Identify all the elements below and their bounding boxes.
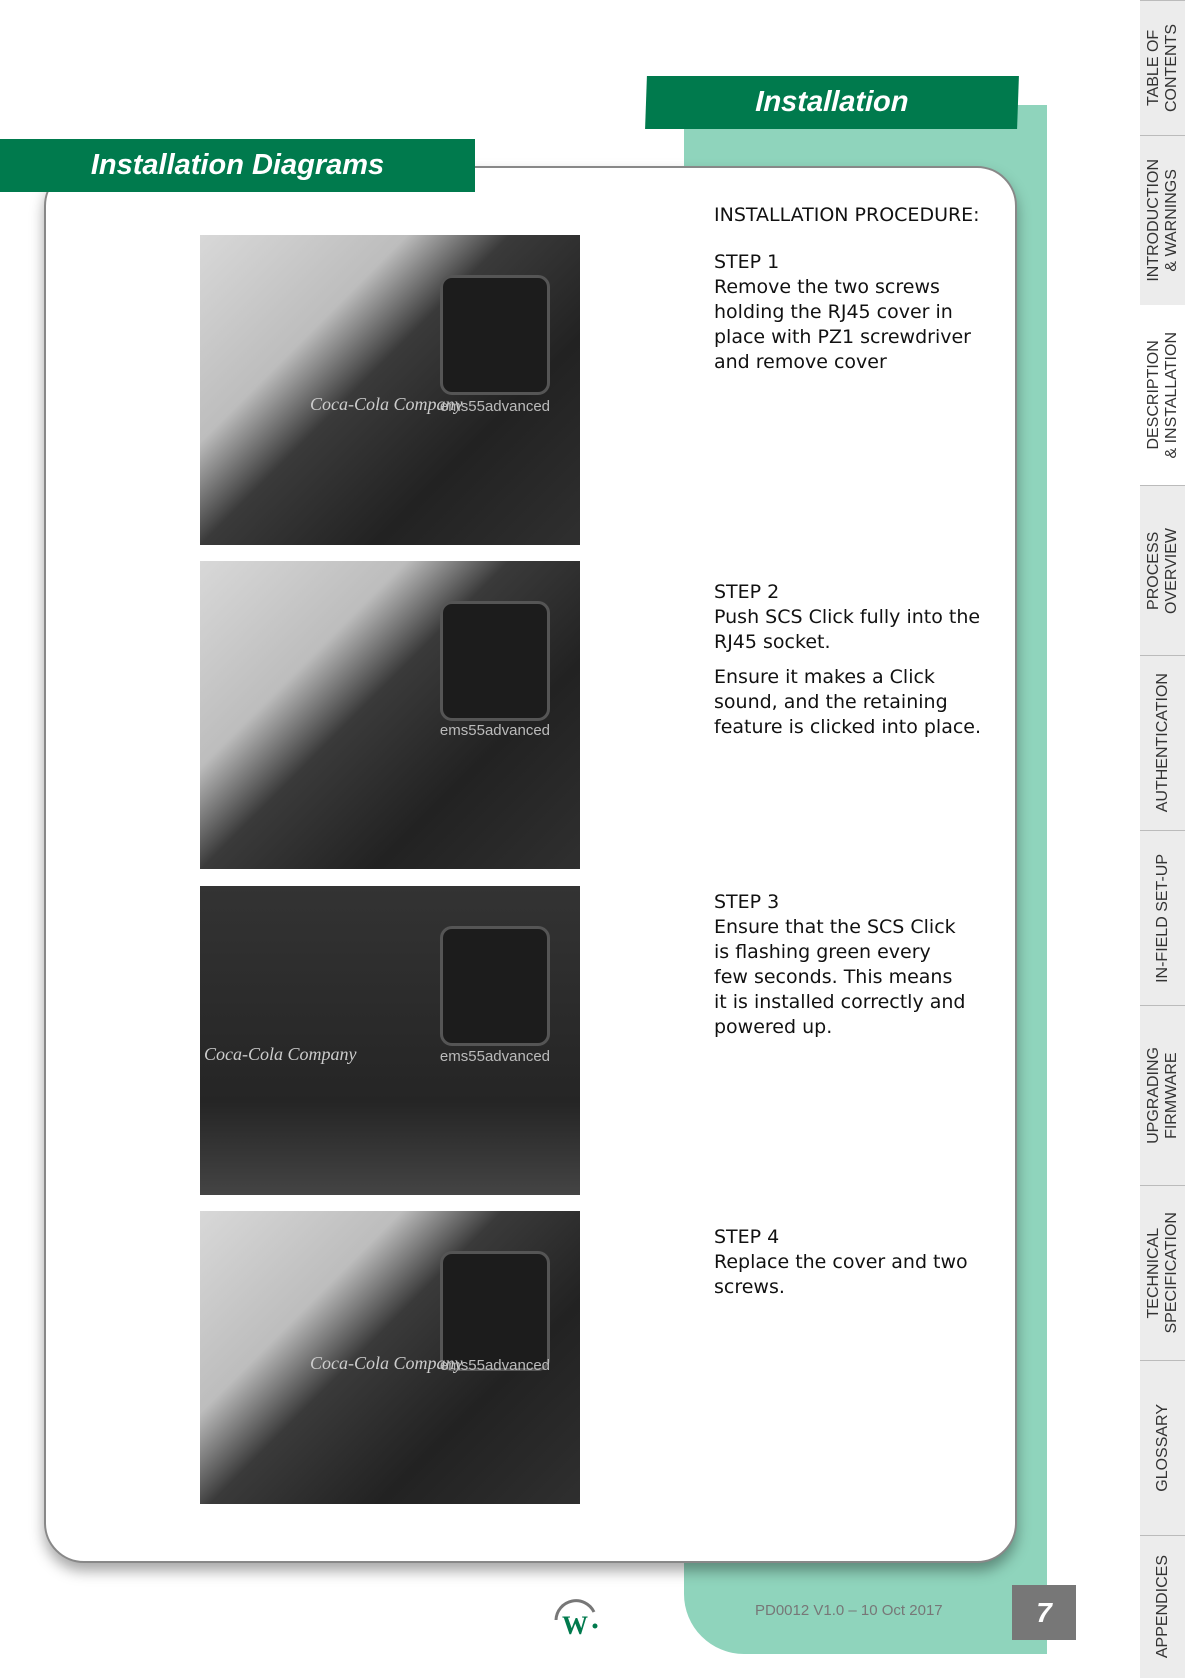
tab-table-of-contents[interactable]: TABLE OF CONTENTS [1140,0,1185,135]
tab-technical-specification[interactable]: TECHNICAL SPECIFICATION [1140,1185,1185,1360]
step-2: STEP 2 Push SCS Click fully into the RJ45 socket. Ensure it makes a Click sound, and the retaining feature is clicked into place. [714,581,982,738]
tab-introduction[interactable]: INTRODUCTION & WARNINGS [1140,135,1185,305]
step-4: STEP 4 Replace the cover and two screws. [714,1226,968,1298]
step-3-photo: Coca-Cola Company ems55advanced [200,886,580,1195]
svg-text:W: W [562,1611,588,1638]
procedure-heading: INSTALLATION PROCEDURE: [714,204,980,226]
page-number: 7 [1012,1585,1076,1640]
tab-upgrading-firmware[interactable]: UPGRADING FIRMWARE [1140,1005,1185,1185]
document-reference: PD0012 V1.0 – 10 Oct 2017 [755,1602,943,1619]
section-tabs [1140,0,1185,1678]
page-title: Installation Diagrams [0,139,475,192]
step-1: STEP 1 Remove the two screws holding the RJ45 cover in place with PZ1 screwdriver and remove cover [714,251,971,373]
tab-in-field-setup[interactable]: IN-FIELD SET-UP [1140,830,1185,1005]
step-3: STEP 3 Ensure that the SCS Click is flashing green every few seconds. This means it is installed correctly and powered up. [714,891,966,1038]
tab-authentication[interactable]: AUTHENTICATION [1140,655,1185,830]
tab-appendices[interactable]: APPENDICES [1140,1535,1185,1678]
tab-glossary[interactable]: GLOSSARY [1140,1360,1185,1535]
step-2-photo: ems55advanced [200,561,580,869]
tab-process-overview[interactable]: PROCESS OVERVIEW [1140,485,1185,655]
tab-description-installation[interactable]: DESCRIPTION & INSTALLATION [1140,305,1185,485]
company-logo-icon [550,1590,602,1638]
step-4-photo: Coca-Cola Company ems55advanced [200,1211,580,1504]
step-1-photo: Coca-Cola Company ems55advanced [200,235,580,545]
section-title: Installation [645,76,1019,129]
